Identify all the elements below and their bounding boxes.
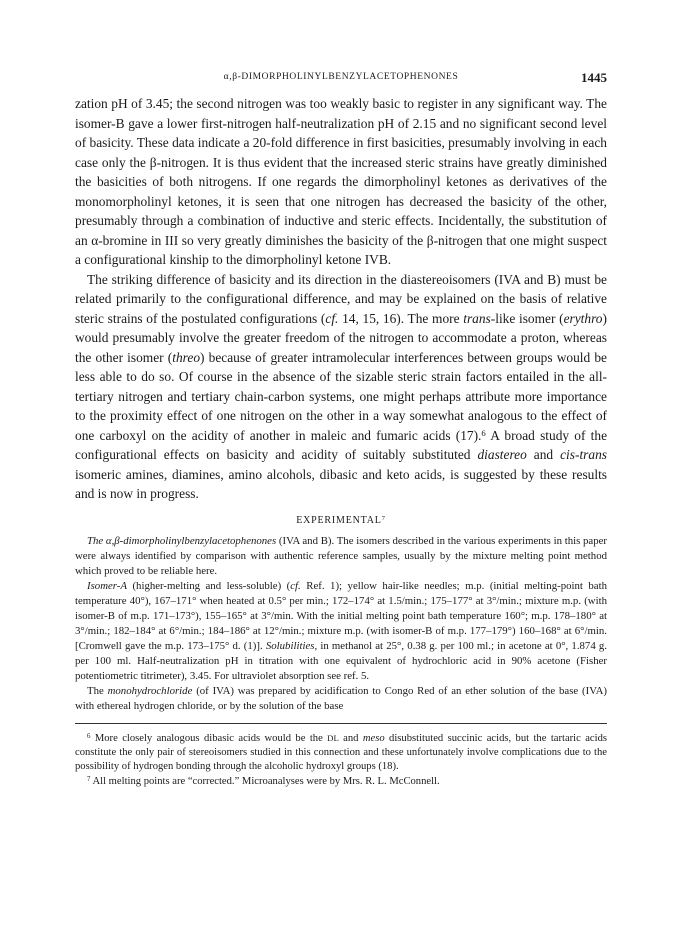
paragraph-isomer-a: Isomer-A (higher-melting and less-soluble) (cf. Ref. 1); yellow hair-like needles; m.p. (initial melting-point bath temperature 40°), 167–171° when heated at 0.5° per min.; 172–174° at 1.5/min.; 175–177° at 3°/min.; mixture m.p. (with isomer-B of m.p. 171–173°), 155–165° at 3°/min. With the initial melting point bath temperature 160°; m.p. 178–180° at 3°/min.; 182–184° at 6°/min.; 184–186° at 12°/min.; mixture m.p. (with isomer-B of m.p. 177–179°) 160–168° at 6°/min. [Cromwell gave the m.p. 173–175° d. (1)]. Solubilities, in methanol at 25°, 0.38 g. per 100 ml.; in acetone at 0°, 1.874 g. per 100 ml. Half-neutralization pH in titration with one equivalent of hydrochloric acid in 90% acetone (Fisher potentiometric titrimeter), 3.45. For ultraviolet absorption see ref. 5. <box>75 579 607 682</box>
page-header <box>75 70 607 86</box>
footnote-7: $^7$ All melting points are “corrected.” Microanalyses were by Mrs. R. L. McConnell. <box>87 775 440 787</box>
paragraph-configurational-difference: The striking difference of basicity and its direction in the diastereoisomers (IVA and B) must be related primarily to the configurational difference, and may be explained on the basis of relative steric strains of the postulated configurations (cf. 14, 15, 16). The more trans-like isomer (erythro) would presumably involve the greater freedom of the nitrogen to accommodate a proton, whereas the other isomer (threo) because of greater intramolecular interferences between groups would be less able to do so. Of course in the absence of the sizable steric strain factors entailed in the all-tertiary nitrogen and tertiary chain-carbon systems, one might perhaps attribute more importance to the proximity effect of one nitrogen on the other in a way somewhat analogous to the effect of one carboxyl on the acidity of another in maleic and fumaric acids (17).$^6$ A broad study of the configurational effects on basicity and acidity of suitably substituted diastereo and cis-trans isomeric amines, diamines, amino alcohols, dibasic and keto acids, is suggested by these results and is now in progress. <box>75 271 608 501</box>
paragraph-basicity-data: zation pH of 3.45; the second nitrogen was too weakly basic to register in any significant way. The isomer-B gave a lower first-nitrogen half-neutralization pH of 2.15 and no significant second level of basicity. These data indicate a 20-fold difference in first basicities, presumably involving in each case only the β-nitrogen. It is thus evident that the increased steric strains have greatly diminished the basicities of both nitrogens. If one regards the dimorpholinyl ketones as derivatives of the monomorpholinyl ketones, it is seen that one nitrogen has decreased the basicity of the other, presumably through a combination of inductive and steric effects. Incidentally, the substitution of an α-bromine in III so very greatly diminishes the basicity of the β-nitrogen that one might suspect a configurational kinship to the dimorpholinyl ketone IVB. <box>75 96 607 267</box>
footnote-divider <box>75 723 607 724</box>
footnote-6: $^6$ More closely analogous dibasic acids would be the DL and meso disubstituted succinic acids, but the tartaric acids constitute the only pair of stereoisomers studied in this connection and these unfortunately involve complications due to the possibility of hydrogen bonding through the alcoholic hydroxyl groups (18). <box>75 732 607 773</box>
journal-page <box>75 70 607 789</box>
section-heading-experimental: EXPERIMENTAL$^7$ <box>296 514 386 526</box>
running-head: α,β-DIMORPHOLINYLBENZYLACETOPHENONES <box>223 72 459 82</box>
paragraph-isomers-intro: The α,β-dimorpholinylbenzylacetophenones (IVA and B). The isomers described in the various experiments in this paper were always identified by comparison with authentic reference samples, usually by the mixture melting point method which proved to be reliable here. <box>75 534 607 577</box>
footnote-ref-7[interactable]: 7 <box>381 514 386 522</box>
paragraph-monohydrochloride: The monohydrochloride (of IVA) was prepared by acidification to Congo Red of an ether solution of the base (IVA) with ethereal hydrogen chloride, or by the solution of the base <box>75 684 607 712</box>
footnote-ref-6[interactable]: 6 <box>481 427 486 438</box>
page-number: 1445 <box>581 70 607 85</box>
